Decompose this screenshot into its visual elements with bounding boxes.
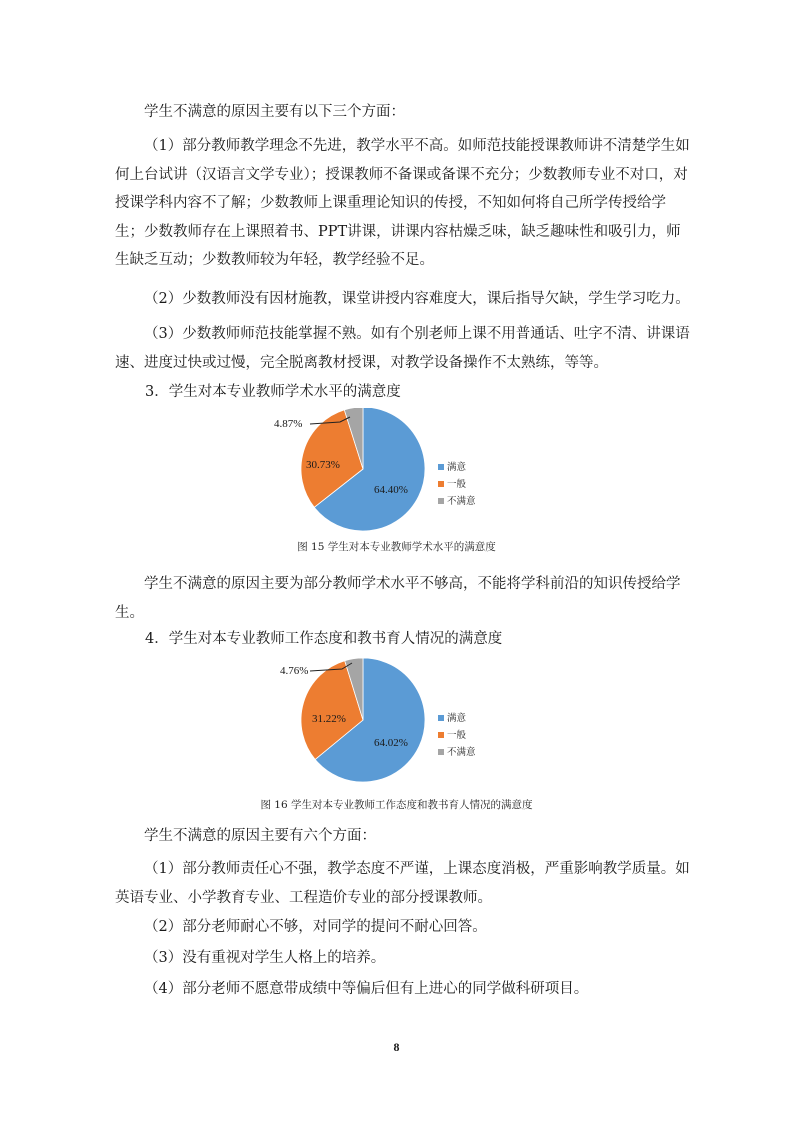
slice-value-label: 31.22% [312, 713, 346, 725]
legend-swatch [438, 715, 444, 721]
section-heading-3: 3．学生对本专业教师学术水平的满意度 [145, 384, 401, 400]
legend-entry: 一般 [447, 479, 467, 490]
legend-swatch [438, 732, 444, 738]
pie-chart-work-attitude [270, 657, 530, 783]
legend-entry: 满意 [447, 713, 467, 724]
section-heading-4: 4．学生对本专业教师工作态度和教书育人情况的满意度 [145, 631, 503, 647]
slice-value-label: 30.73% [306, 459, 340, 471]
pie-chart-academic-level [270, 408, 530, 536]
legend-entry: 满意 [447, 462, 467, 473]
legend-swatch [438, 481, 444, 487]
paragraph-reason-six-2: （2）部分老师耐心不够，对同学的提问不耐心回答。 [144, 919, 487, 935]
slice-value-label: 4.76% [280, 665, 309, 677]
figure-caption-16: 图 16 学生对本专业教师工作态度和教书育人情况的满意度 [260, 799, 533, 811]
slice-value-label: 64.02% [374, 737, 408, 749]
paragraph-intro: 学生不满意的原因主要有以下三个方面： [144, 104, 405, 120]
legend-entry: 一般 [447, 730, 467, 741]
pie-chart-svg [270, 657, 530, 783]
legend-swatch [438, 464, 444, 470]
slice-value-label: 64.40% [374, 484, 408, 496]
legend-entry: 不满意 [447, 747, 476, 758]
paragraph-reason-six-3: （3）没有重视对学生人格上的培养。 [144, 950, 386, 966]
legend-swatch [438, 498, 444, 504]
paragraph-reason-3: （3）少数教师师范技能掌握不熟。如有个别老师上课不用普通话、吐字不清、讲课语速、进度过快或过慢，完全脱离教材授课，对教学设备操作不太熟练，等等。 [115, 326, 690, 371]
page-number: 8 [393, 1040, 400, 1054]
paragraph-reason-six-4: （4）部分老师不愿意带成绩中等偏后但有上进心的同学做科研项目。 [144, 981, 589, 997]
figure-caption-15: 图 15 学生对本专业教师学术水平的满意度 [297, 541, 496, 553]
legend-swatch [438, 749, 444, 755]
legend-entry: 不满意 [447, 496, 476, 507]
paragraph-reason-1: （1）部分教师教学理念不先进，教学水平不高。如师范技能授课教师讲不清楚学生如何上台试讲（汉语言文学专业）；授课教师不备课或备课不充分；少数教师专业不对口，对授课学科内容不了解；少数教师上课重理论知识的传授，不知如何将自己所学传授给学生；少数教师存在上课照着书、PPT讲课，讲课内容枯燥乏味，缺乏趣味性和吸引力，师生缺乏互动；少数教师较为年轻，教学经验不足。 [115, 138, 690, 268]
pie-chart-svg [270, 408, 530, 536]
paragraph-intro-six: 学生不满意的原因主要有六个方面： [144, 828, 376, 844]
slice-value-label: 4.87% [274, 418, 303, 430]
paragraph-reason-2: （2）少数教师没有因材施教，课堂讲授内容难度大，课后指导欠缺，学生学习吃力。 [144, 291, 690, 307]
paragraph-reason-six-1: （1）部分教师责任心不强，教学态度不严谨，上课态度消极，严重影响教学质量。如英语专业、小学教育专业、工程造价专业的部分授课教师。 [115, 861, 690, 906]
paragraph-after-figure-15: 学生不满意的原因主要为部分教师学术水平不够高，不能将学科前沿的知识传授给学生。 [115, 576, 681, 621]
